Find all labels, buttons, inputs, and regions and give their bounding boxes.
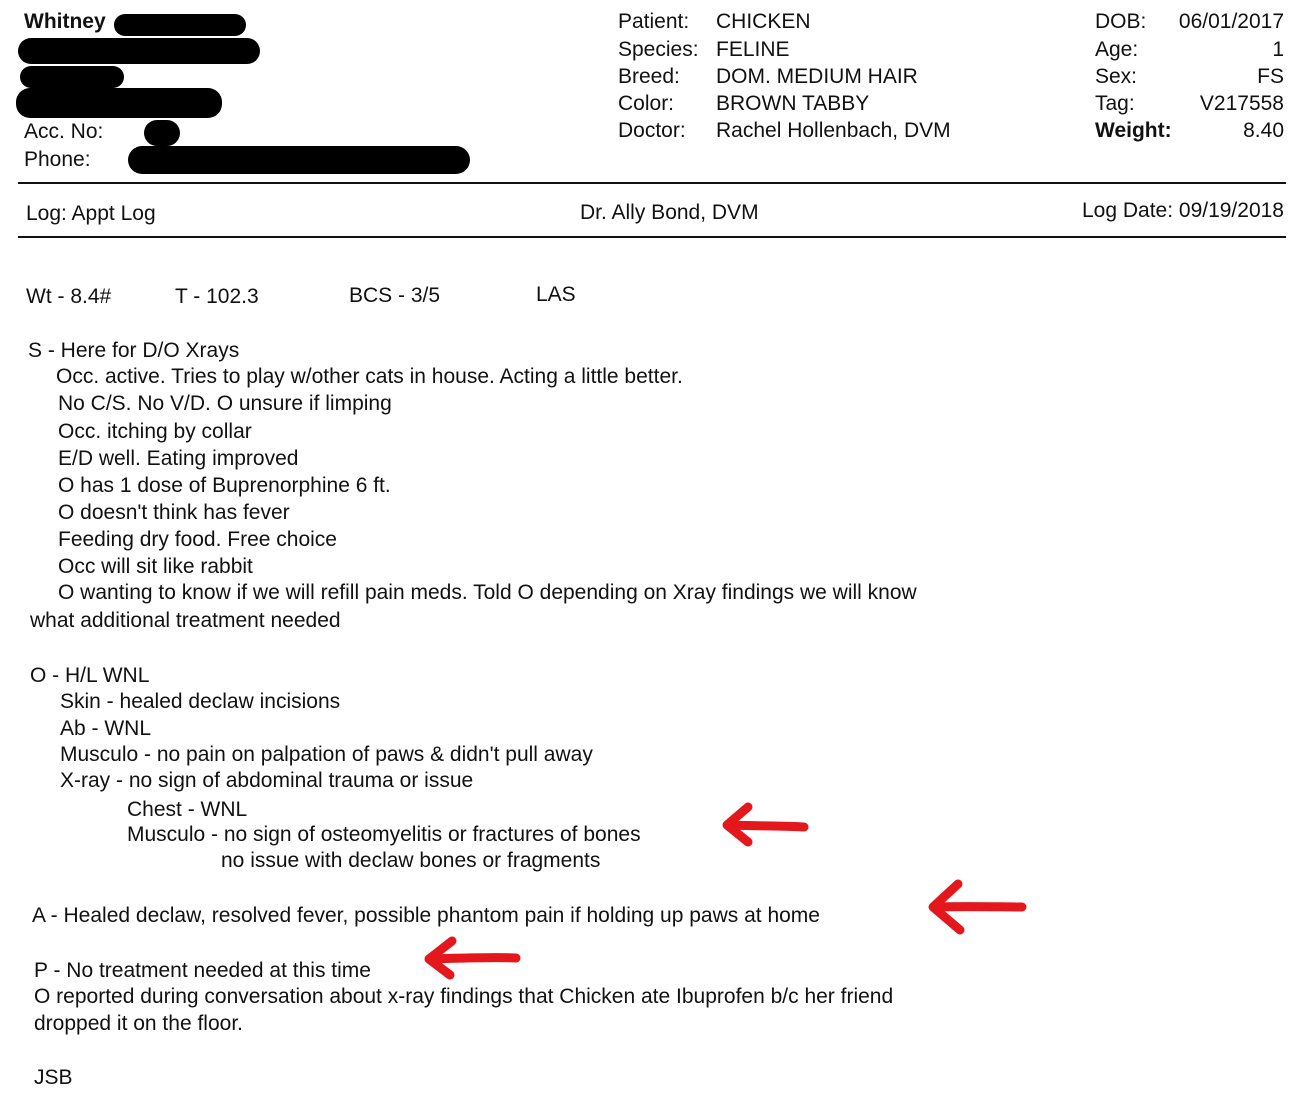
subjective-line: No C/S. No V/D. O unsure if limping: [58, 392, 392, 415]
vital-bcs: BCS - 3/5: [349, 284, 441, 307]
redaction-bar: [128, 146, 470, 174]
subjective-line: O wanting to know if we will refill pain meds. Told O depending on Xray findings we will know: [58, 581, 917, 604]
color-label: Color:: [618, 92, 675, 115]
red-arrow-icon: [718, 800, 810, 850]
vital-temperature: T - 102.3: [175, 285, 259, 308]
subjective-line: O doesn't think has fever: [58, 501, 290, 524]
species-label: Species:: [618, 38, 699, 61]
weight-value: 8.40: [1243, 119, 1284, 142]
assessment-line: A - Healed declaw, resolved fever, possible phantom pain if holding up paws at home: [32, 904, 820, 927]
objective-line: Skin - healed declaw incisions: [60, 690, 341, 713]
breed-value: DOM. MEDIUM HAIR: [716, 65, 918, 88]
subjective-wrap: what additional treatment needed: [30, 609, 341, 632]
header-divider: [18, 182, 1286, 184]
objective-line: X-ray - no sign of abdominal trauma or issue: [60, 769, 474, 792]
sex-value: FS: [1257, 65, 1284, 88]
weight-label: Weight:: [1095, 119, 1172, 142]
subjective-line: E/D well. Eating improved: [58, 447, 299, 470]
age-label: Age:: [1095, 38, 1139, 61]
objective-subline: Musculo - no sign of osteomyelitis or fractures of bones: [127, 823, 641, 846]
tag-value: V217558: [1199, 92, 1284, 115]
client-name: Whitney: [24, 10, 106, 33]
species-value: FELINE: [716, 38, 790, 61]
doctor-value: Rachel Hollenbach, DVM: [716, 119, 951, 142]
doctor-label: Doctor:: [618, 119, 686, 142]
objective-line: Ab - WNL: [60, 717, 152, 740]
plan-line: P - No treatment needed at this time: [34, 959, 371, 982]
acc-no-label: Acc. No:: [24, 120, 104, 143]
dob-value: 06/01/2017: [1178, 10, 1284, 33]
redaction-bar: [144, 120, 180, 146]
log-date: Log Date: 09/19/2018: [1081, 199, 1284, 222]
patient-label: Patient:: [618, 10, 690, 33]
log-type: Log: Appt Log: [26, 202, 156, 225]
breed-label: Breed:: [618, 65, 680, 88]
subjective-line: O has 1 dose of Buprenorphine 6 ft.: [58, 474, 391, 497]
vital-weight: Wt - 8.4#: [26, 285, 112, 308]
plan-extra-line: dropped it on the floor.: [34, 1012, 243, 1035]
objective-subsubline: no issue with declaw bones or fragments: [221, 849, 601, 872]
subjective-header: S - Here for D/O Xrays: [28, 339, 240, 362]
color-value: BROWN TABBY: [716, 92, 870, 115]
dob-label: DOB:: [1095, 10, 1147, 33]
signature: JSB: [34, 1066, 73, 1089]
log-doctor: Dr. Ally Bond, DVM: [580, 201, 759, 224]
objective-line: Musculo - no pain on palpation of paws & didn't pull away: [60, 743, 593, 766]
subjective-line: Occ. itching by collar: [58, 420, 252, 443]
subjective-line: Feeding dry food. Free choice: [58, 528, 337, 551]
subjective-line: Occ. active. Tries to play w/other cats in house. Acting a little better.: [56, 365, 683, 388]
age-value: 1: [1272, 38, 1284, 61]
red-arrow-icon: [420, 934, 522, 982]
vital-las: LAS: [536, 283, 576, 306]
redaction-bar: [20, 66, 124, 88]
sex-label: Sex:: [1095, 65, 1138, 88]
subjective-line: Occ will sit like rabbit: [58, 555, 253, 578]
phone-label: Phone:: [24, 148, 91, 171]
patient-value: CHICKEN: [716, 10, 811, 33]
tag-label: Tag:: [1095, 92, 1135, 115]
red-arrow-icon: [922, 876, 1028, 938]
redaction-bar: [16, 88, 222, 118]
objective-subline: Chest - WNL: [127, 798, 248, 821]
redaction-bar: [114, 14, 246, 36]
redaction-bar: [18, 38, 260, 64]
log-divider: [18, 236, 1286, 238]
plan-extra-line: O reported during conversation about x-ray findings that Chicken ate Ibuprofen b/c her friend: [34, 985, 894, 1008]
objective-header: O - H/L WNL: [30, 664, 150, 687]
